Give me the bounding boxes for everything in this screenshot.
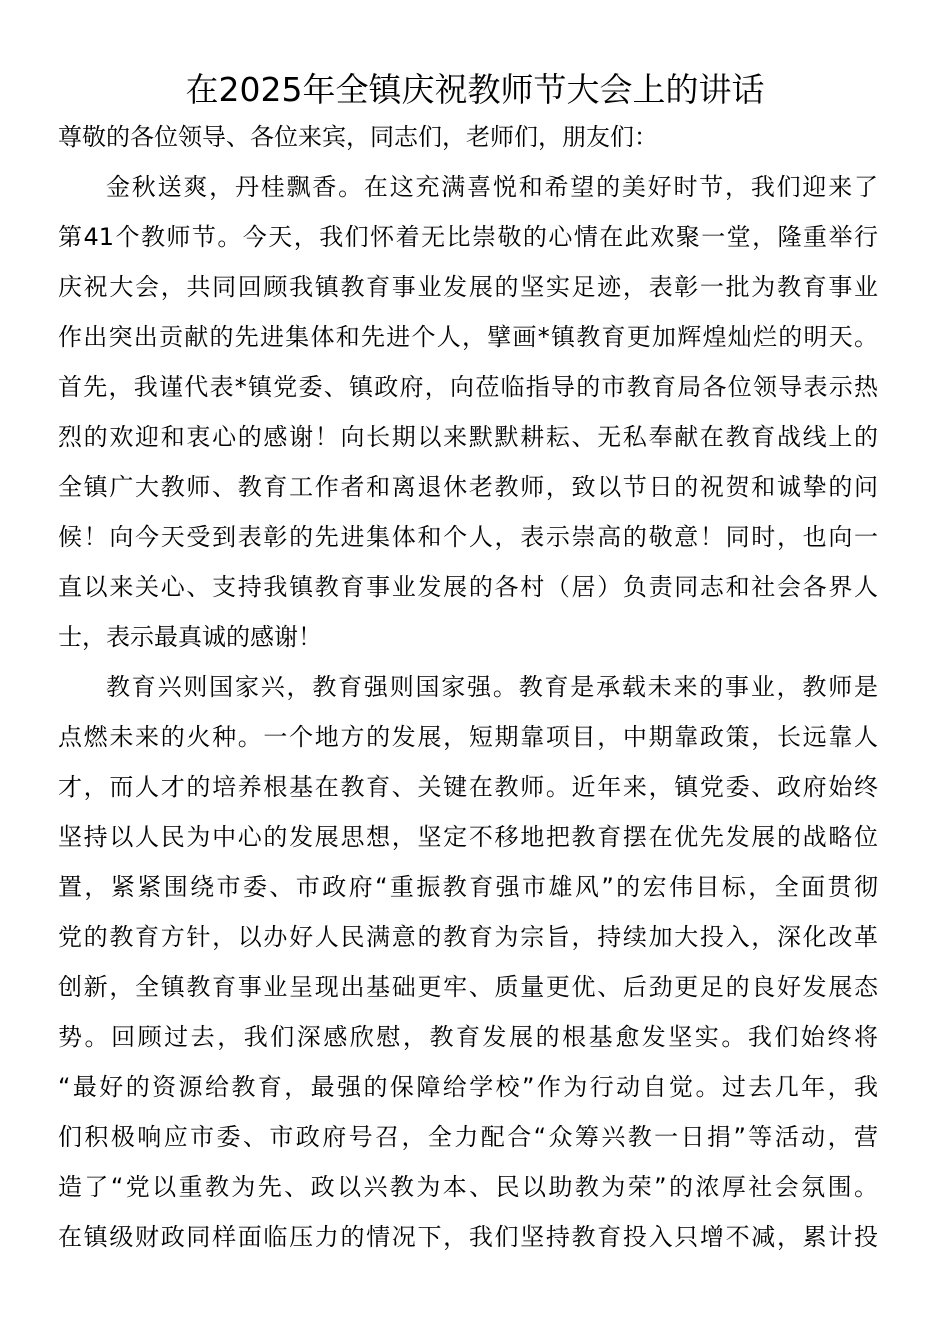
- body-line: 势。回顾过去，我们深感欣慰，教育发展的根基愈发坚实。我们始终将: [58, 1023, 878, 1051]
- body-line: 在镇级财政同样面临压力的情况下，我们坚持教育投入只增不减，累计投: [58, 1223, 878, 1251]
- body-line: 置，紧紧围绕市委、市政府“重振教育强市雄风”的宏伟目标，全面贯彻: [58, 873, 878, 901]
- body-line: 才，而人才的培养根基在教育、关键在教师。近年来，镇党委、政府始终: [58, 773, 878, 801]
- salutation-line: 尊敬的各位领导、各位来宾，同志们，老师们，朋友们：: [58, 123, 658, 151]
- body-line: 教育兴则国家兴，教育强则国家强。教育是承载未来的事业，教师是: [106, 673, 878, 701]
- body-line: 造了“党以重教为先、政以兴教为本、民以助教为荣”的浓厚社会氛围。: [58, 1173, 878, 1201]
- body-line: 首先，我谨代表*镇党委、镇政府，向莅临指导的市教育局各位领导表示热: [58, 373, 878, 401]
- body-line: 们积极响应市委、市政府号召，全力配合“众筹兴教一日捐”等活动，营: [58, 1123, 878, 1151]
- body-line: 坚持以人民为中心的发展思想，坚定不移地把教育摆在优先发展的战略位: [58, 823, 878, 851]
- body-line: 直以来关心、支持我镇教育事业发展的各村（居）负责同志和社会各界人: [58, 573, 878, 601]
- body-line: 士，表示最真诚的感谢！: [58, 623, 322, 651]
- body-line: 金秋送爽，丹桂飘香。在这充满喜悦和希望的美好时节，我们迎来了: [106, 173, 878, 201]
- body-line: 党的教育方针，以办好人民满意的教育为宗旨，持续加大投入，深化改革: [58, 923, 878, 951]
- body-line: 烈的欢迎和衷心的感谢！向长期以来默默耕耘、无私奉献在教育战线上的: [58, 423, 878, 451]
- body-line: 候！向今天受到表彰的先进集体和个人，表示崇高的敬意！同时，也向一: [58, 523, 878, 551]
- body-line: 点燃未来的火种。一个地方的发展，短期靠项目，中期靠政策，长远靠人: [58, 723, 878, 751]
- document-title: 在2025年全镇庆祝教师节大会上的讲话: [185, 70, 765, 109]
- body-line: 庆祝大会，共同回顾我镇教育事业发展的坚实足迹，表彰一批为教育事业: [58, 273, 878, 301]
- body-line: 创新，全镇教育事业呈现出基础更牢、质量更优、后劲更足的良好发展态: [58, 973, 878, 1001]
- body-line: “最好的资源给教育，最强的保障给学校”作为行动自觉。过去几年，我: [58, 1073, 878, 1101]
- body-line: 全镇广大教师、教育工作者和离退休老教师，致以节日的祝贺和诚挚的问: [58, 473, 878, 501]
- body-line: 作出突出贡献的先进集体和先进个人，擘画*镇教育更加辉煌灿烂的明天。: [58, 323, 878, 351]
- body-line: 第41个教师节。今天，我们怀着无比崇敬的心情在此欢聚一堂，隆重举行: [58, 223, 878, 251]
